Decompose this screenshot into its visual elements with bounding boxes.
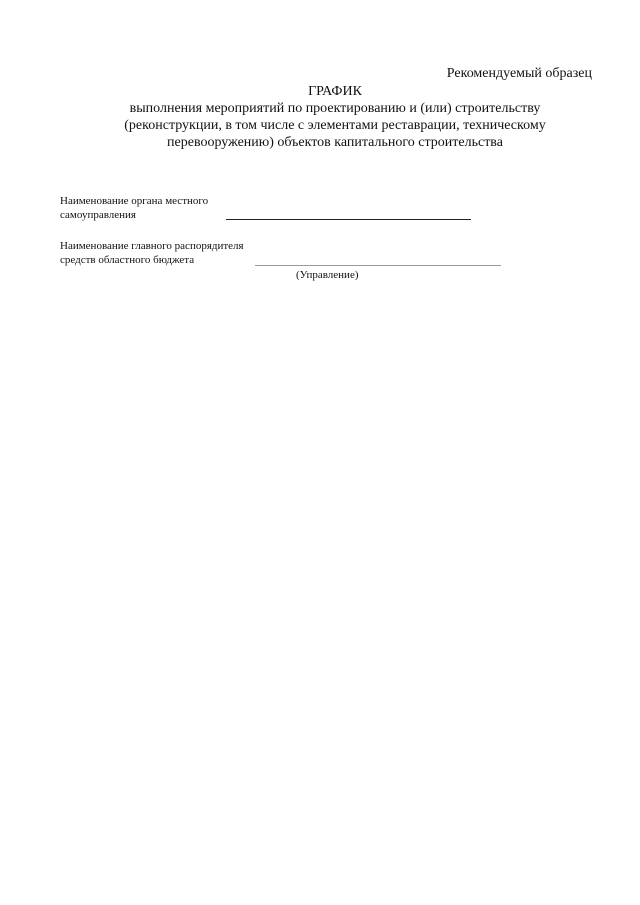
title-line-1: выполнения мероприятий по проектированию и (или) строительству: [129, 101, 541, 116]
chief-administrator-caption: (Управление): [296, 269, 359, 281]
title-line-2: (реконструкции, в том числе с элементами реставрации, техническому: [124, 118, 546, 133]
chief-administrator-label-line-1: Наименование главного распорядителя: [60, 240, 244, 252]
chief-administrator-underline: [255, 265, 501, 266]
title-line-3: перевооружению) объектов капитального строительства: [167, 135, 503, 150]
recommended-sample-label: Рекомендуемый образец: [446, 66, 592, 81]
local-authority-label-line-2: самоуправления: [60, 209, 136, 221]
local-authority-label-line-1: Наименование органа местного: [60, 195, 209, 207]
local-authority-underline: [226, 219, 471, 220]
chief-administrator-label-line-2: средств областного бюджета: [60, 254, 195, 266]
document-heading: ГРАФИК: [308, 84, 362, 99]
document-title-block: [60, 83, 610, 151]
